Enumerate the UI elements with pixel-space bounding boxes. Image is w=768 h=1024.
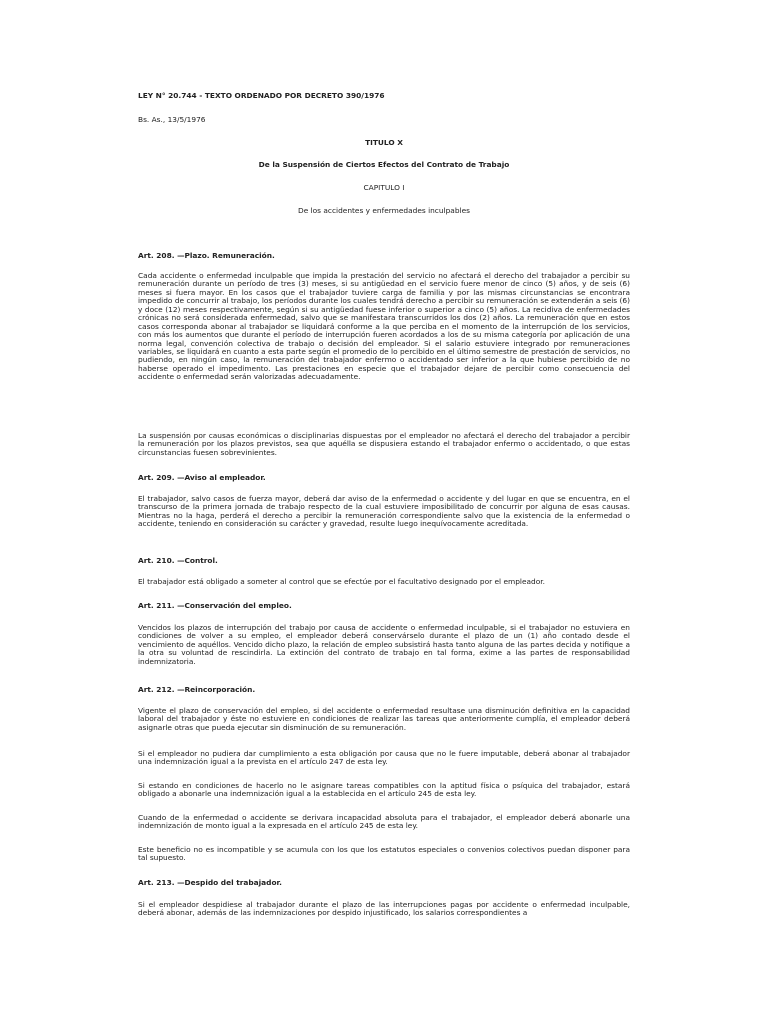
art-212-paragraph-4: Cuando de la enfermedad o accidente se derivara incapacidad absoluta para el trabajador, el empleador deberá abonarle una indemnización de monto igual a la expresada en el artículo 245 de esta ley. [138,813,630,831]
art-210-heading: Art. 210. —Control. [138,556,218,565]
art-212-paragraph-3: Si estando en condiciones de hacerlo no le asignare tareas compatibles con la aptitud física o psíquica del trabajador, estará obligado a abonarle una indemnización igual a la establecida en el artículo 245 de esta ley. [138,781,630,799]
art-211-paragraph-1: Vencidos los plazos de interrupción del trabajo por causa de accidente o enfermedad inculpable, si el trabajador no estuviera en condiciones de volver a su empleo, el empleador deberá conservárselo durante el plazo de un (1) año contado desde el vencimiento de aquéllos. Vencido dicho plazo, la relación de empleo subsistirá hasta tanto alguna de las partes decida y notifique a la otra su voluntad de rescindirla. La extinción del contrato de trabajo en tal forma, exime a las partes de responsabilidad indemnizatoria. [138,623,630,666]
art-213-heading: Art. 213. —Despido del trabajador. [138,878,282,887]
art-212-paragraph-2: Si el empleador no pudiera dar cumplimiento a esta obligación por causa que no le fuere imputable, deberá abonar al trabajador una indemnización igual a la prevista en el artículo 247 de esta ley. [138,749,630,767]
date-line: Bs. As., 13/5/1976 [138,115,206,124]
titulo-heading: TITULO X [365,138,403,147]
art-212-paragraph-1: Vigente el plazo de conservación del empleo, si del accidente o enfermedad resultase una disminución definitiva en la capacidad laboral del trabajador y éste no estuviere en condiciones de realizar las tareas que anteriormente cumplía, el empleador deberá asignarle otras que pueda ejecutar sin disminución de su remuneración. [138,706,630,732]
capitulo-heading: CAPITULO I [363,183,405,192]
art-211-heading: Art. 211. —Conservación del empleo. [138,601,292,610]
art-212-heading: Art. 212. —Reincorporación. [138,685,256,694]
art-209-heading: Art. 209. —Aviso al empleador. [138,473,266,482]
art-209-paragraph-1: El trabajador, salvo casos de fuerza mayor, deberá dar aviso de la enfermedad o accidente y del lugar en que se encuentra, en el transcurso de la primera jornada de trabajo respecto de la cual estuviere imposibilitado de concurrir por alguna de esas causas. Mientras no la haga, perderá el derecho a percibir la remuneración correspondiente salvo que la existencia de la enfermedad o accidente, teniendo en consideración su carácter y gravedad, resulte luego inequívocamente acreditada. [138,494,630,529]
art-208-paragraph-1: Cada accidente o enfermedad inculpable que impida la prestación del servicio no afectará el derecho del trabajador a percibir su remuneración durante un período de tres (3) meses, si su antigüedad en el servicio fuere menor de cinco (5) años, y de seis (6) meses si fuera mayor. En los casos que el trabajador tuviere carga de familia y por las mismas circunstancias se encontrara impedido de concurrir al trabajo, los períodos durante los cuales tendrá derecho a percibir su remuneración se extenderán a seis (6) y doce (12) meses respectivamente, según si su antigüedad fuese inferior o superior a cinco (5) años. La recidiva de enfermedades crónicas no será considerada enfermedad, salvo que se manifestara transcurridos los dos (2) años. La remuneración que en estos casos corresponda abonar al trabajador se liquidará conforme a la que perciba en el momento de la interrupción de los servicios, con más los aumentos que durante el período de interrupción fueren acordados a los de su misma categoría por aplicación de una norma legal, convención colectiva de trabajo o decisión del empleador. Si el salario estuviere integrado por remuneraciones variables, se liquidará en cuanto a esta parte según el promedio de lo percibido en el último semestre de prestación de servicios, no pudiendo, en ningún caso, la remuneración del trabajador enfermo o accidentado ser inferior a la que hubiese percibido de no haberse operado el impedimento. Las prestaciones en especie que el trabajador dejare de percibir como consecuencia del accidente o enfermedad serán valorizadas adecuadamente. [138,271,630,382]
titulo-name: De la Suspensión de Ciertos Efectos del Contrato de Trabajo [258,160,510,169]
capitulo-name: De los accidentes y enfermedades inculpables [298,206,470,215]
art-210-paragraph-1: El trabajador está obligado a someter al control que se efectúe por el facultativo designado por el empleador. [138,577,545,586]
art-212-paragraph-5: Este beneficio no es incompatible y se acumula con los que los estatutos especiales o convenios colectivos puedan disponer para tal supuesto. [138,845,630,863]
art-208-heading: Art. 208. —Plazo. Remuneración. [138,251,275,260]
law-title: LEY N° 20.744 - TEXTO ORDENADO POR DECRETO 390/1976 [138,91,385,100]
art-208-paragraph-2: La suspensión por causas económicas o disciplinarias dispuestas por el empleador no afectará el derecho del trabajador a percibir la remuneración por los plazos previstos, sea que aquélla se dispusiera estando el trabajador enfermo o accidentado, o que estas circunstancias fuesen sobrevinientes. [138,431,630,457]
art-213-paragraph-1: Si el empleador despidiese al trabajador durante el plazo de las interrupciones pagas por accidente o enfermedad inculpable, deberá abonar, además de las indemnizaciones por despido injustificado, los salarios correspondientes a [138,900,630,918]
